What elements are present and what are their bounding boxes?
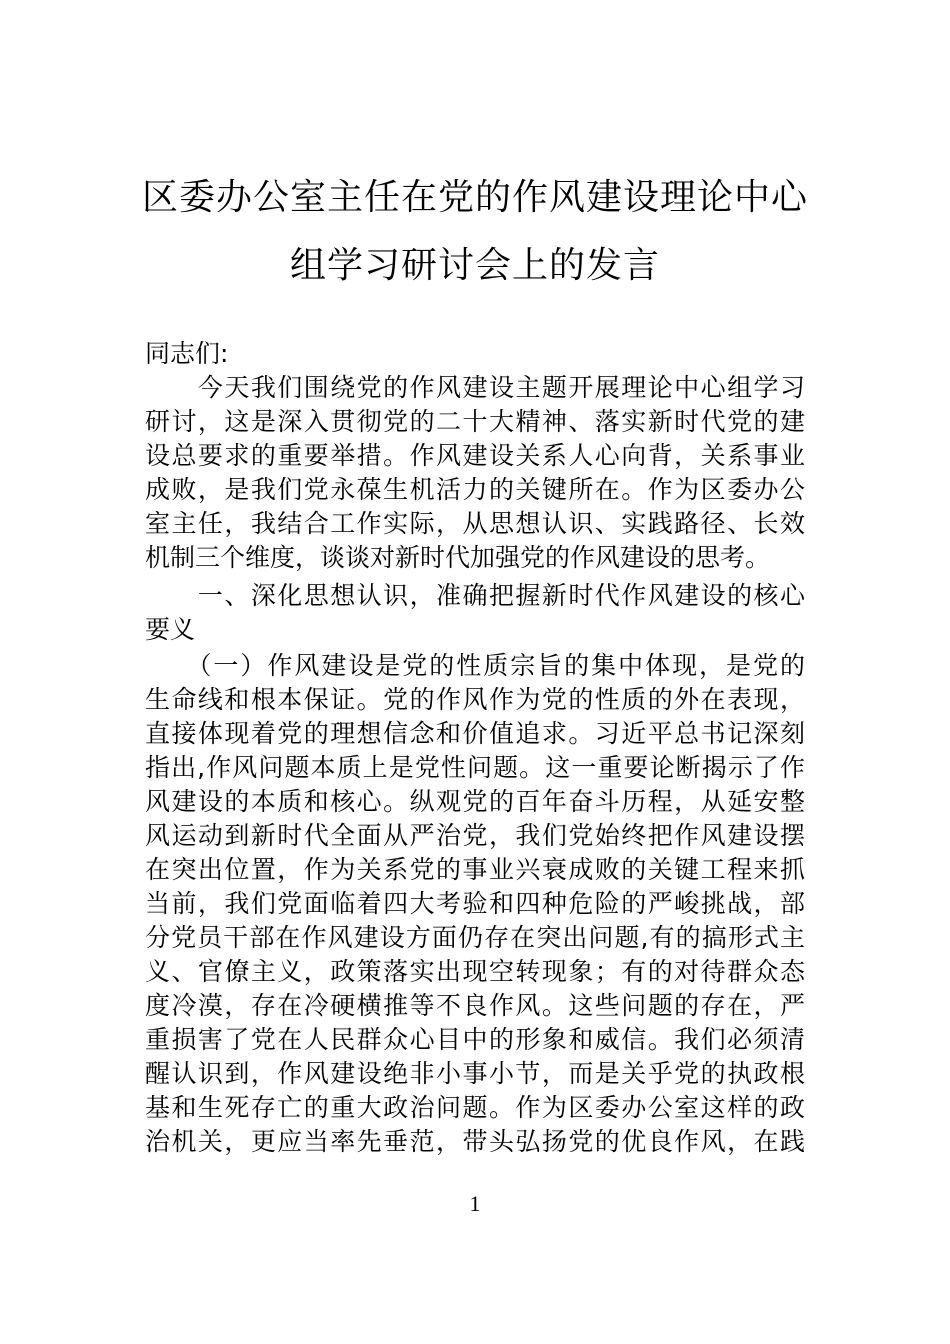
- salutation: 同志们:: [145, 339, 229, 368]
- body-line: 设总要求的重要举措。作风建设关系人心向背，关系事业: [145, 441, 805, 470]
- section-heading-line: 一、深化思想认识，准确把握新时代作风建设的核心: [145, 581, 805, 610]
- body-line: 风建设的本质和核心。纵观党的百年奋斗历程，从延安整: [145, 787, 805, 816]
- body-line: 今天我们围绕党的作风建设主题开展理论中心组学习: [145, 373, 805, 402]
- body-line: 在突出位置，作为关系党的事业兴衰成败的关键工程来抓: [145, 855, 805, 884]
- body-line: 生命线和根本保证。党的作风作为党的性质的外在表现，: [145, 685, 805, 714]
- document-title-line-2: 组学习研讨会上的发言: [289, 245, 660, 286]
- body-line: 机制三个维度，谈谈对新时代加强党的作风建设的思考。: [145, 543, 771, 572]
- body-line: 室主任，我结合工作实际，从思想认识、实践路径、长效: [145, 509, 805, 538]
- body-line: 风运动到新时代全面从严治党，我们党始终把作风建设摆: [145, 821, 805, 850]
- body-line: 研讨，这是深入贯彻党的二十大精神、落实新时代党的建: [145, 407, 805, 436]
- body-line: 义、官僚主义，政策落实出现空转现象；有的对待群众态: [145, 957, 805, 986]
- page-number: 1: [469, 1191, 481, 1216]
- body-line: 治机关，更应当率先垂范，带头弘扬党的优良作风，在践: [145, 1127, 805, 1156]
- body-line: 当前，我们党面临着四大考验和四种危险的严峻挑战，部: [145, 889, 805, 918]
- body-line: 基和生死存亡的重大政治问题。作为区委办公室这样的政: [145, 1093, 805, 1122]
- body-line: 成败，是我们党永葆生机活力的关键所在。作为区委办公: [145, 475, 805, 504]
- body-line: 重损害了党在人民群众心目中的形象和威信。我们必须清: [145, 1025, 805, 1054]
- body-line: 直接体现着党的理想信念和价值追求。习近平总书记深刻: [145, 719, 805, 748]
- body-line: 度冷漠，存在冷硬横推等不良作风。这些问题的存在，严: [145, 991, 805, 1020]
- document-title-line-1: 区委办公室主任在党的作风建设理论中心: [141, 177, 808, 218]
- body-line: （一）作风建设是党的性质宗旨的集中体现，是党的: [145, 651, 805, 680]
- body-line: 指出,作风问题本质上是党性问题。这一重要论断揭示了作: [145, 753, 805, 782]
- body-line: 醒认识到，作风建设绝非小事小节，而是关乎党的执政根: [145, 1059, 805, 1088]
- body-line: 分党员干部在作风建设方面仍存在突出问题,有的搞形式主: [145, 923, 805, 952]
- section-heading-line: 要义: [145, 615, 196, 644]
